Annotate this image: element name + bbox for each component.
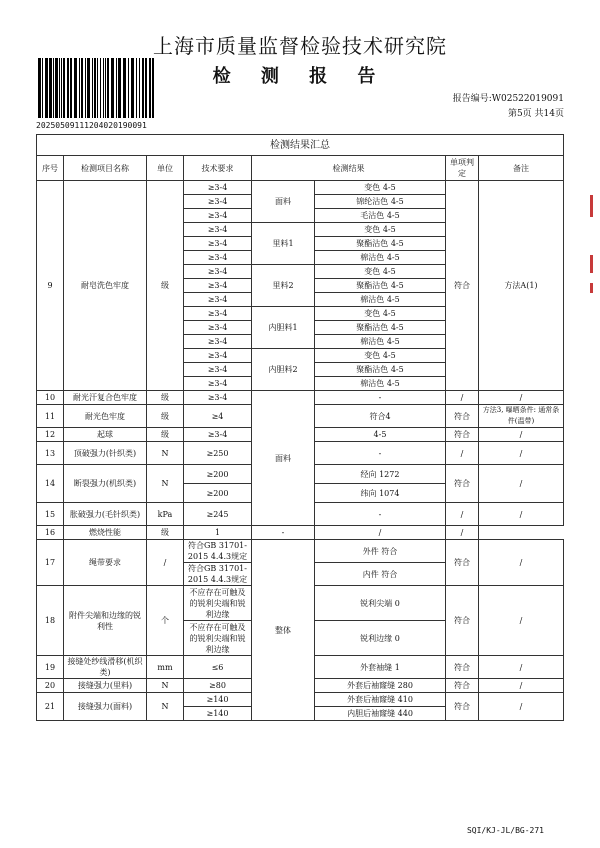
cell-judge: 符合 (446, 693, 479, 721)
cell-req: ≥3-4 (184, 237, 252, 251)
cell-result: 锐利尖端 0 (315, 586, 446, 621)
cell-result: 外件 符合 (315, 540, 446, 563)
cell-req: 不应存在可触及的锐利尖端和锐利边缘 (184, 586, 252, 621)
table-row (37, 540, 564, 563)
header-seq: 序号 (37, 156, 64, 181)
cell-item: 断裂强力(机织类) (64, 465, 147, 503)
cell-unit: N (147, 465, 184, 503)
cell-judge: 符合 (446, 181, 479, 391)
cell-result: 毛沾色 4-5 (315, 209, 446, 223)
cell-seq: 10 (37, 391, 64, 405)
cell-seq: 14 (37, 465, 64, 503)
cell-result: - (315, 503, 446, 526)
cell-result: 4-5 (315, 428, 446, 442)
cell-req: ≥3-4 (184, 335, 252, 349)
cell-result: 变色 4-5 (315, 181, 446, 195)
cell-remark: / (479, 428, 564, 442)
cell-req: 1 (184, 526, 252, 540)
cell-result: 变色 4-5 (315, 307, 446, 321)
cell-judge: 符合 (446, 656, 479, 679)
cell-req: ≥245 (184, 503, 252, 526)
cell-req: ≥3-4 (184, 349, 252, 363)
cell-result: 棉沾色 4-5 (315, 293, 446, 307)
cell-req: ≥140 (184, 707, 252, 721)
cell-unit: 级 (147, 428, 184, 442)
barcode (38, 58, 154, 118)
header-unit: 单位 (147, 156, 184, 181)
cell-result: 聚酯沾色 4-5 (315, 279, 446, 293)
cell-result: 聚酯沾色 4-5 (315, 363, 446, 377)
cell-req: ≥3-4 (184, 377, 252, 391)
cell-judge: / (446, 442, 479, 465)
cell-part: 里料1 (252, 223, 315, 265)
cell-seq: 20 (37, 679, 64, 693)
cell-judge: 符合 (446, 679, 479, 693)
cell-req: ≥3-4 (184, 209, 252, 223)
table-row (37, 391, 564, 405)
cell-seq: 15 (37, 503, 64, 526)
cell-judge: 符合 (446, 465, 479, 503)
cell-remark: / (479, 465, 564, 503)
cell-req: ≥3-4 (184, 363, 252, 377)
header-requirement: 技术要求 (184, 156, 252, 181)
cell-remark: / (479, 442, 564, 465)
cell-seq: 11 (37, 405, 64, 428)
cell-result: 外套袖缝 1 (315, 656, 446, 679)
cell-seq: 9 (37, 181, 64, 391)
cell-seq: 18 (37, 586, 64, 656)
cell-result: 棉沾色 4-5 (315, 377, 446, 391)
cell-remark: / (479, 540, 564, 586)
cell-remark: / (479, 391, 564, 405)
cell-seq: 12 (37, 428, 64, 442)
cell-judge: 符合 (446, 540, 479, 586)
cell-req: ≥250 (184, 442, 252, 465)
cell-item: 耐皂洗色牢度 (64, 181, 147, 391)
header-judgement: 单项判定 (446, 156, 479, 181)
table-row (37, 181, 564, 195)
cell-result: 外套后袖窿缝 280 (315, 679, 446, 693)
cell-remark: / (479, 693, 564, 721)
cell-result: - (315, 442, 446, 465)
cell-req: ≥3-4 (184, 293, 252, 307)
cell-unit: 级 (147, 405, 184, 428)
cell-remark: / (479, 586, 564, 656)
cell-item: 耐光汗复合色牢度 (64, 391, 147, 405)
cell-req: 符合GB 31701-2015 4.4.3规定 (184, 540, 252, 563)
cell-unit: 级 (147, 526, 184, 540)
table-header-row (37, 156, 564, 181)
cell-item: 胀破强力(毛针织类) (64, 503, 147, 526)
cell-req: ≥3-4 (184, 181, 252, 195)
header-remark: 备注 (479, 156, 564, 181)
cell-item: 接缝强力(面料) (64, 693, 147, 721)
cell-unit: kPa (147, 503, 184, 526)
cell-unit: 级 (147, 181, 184, 391)
cell-judge: / (446, 503, 479, 526)
report-title: 检 测 报 告 (212, 66, 388, 87)
cell-req: ≥3-4 (184, 307, 252, 321)
cell-remark: 方法3, 曝晒条件: 通常条件(温带) (479, 405, 564, 428)
cell-result: 聚酯沾色 4-5 (315, 237, 446, 251)
cell-req: ≤6 (184, 656, 252, 679)
cell-unit: mm (147, 656, 184, 679)
cell-part: 里料2 (252, 265, 315, 307)
cell-req: ≥200 (184, 465, 252, 484)
cell-part: 内胆料1 (252, 307, 315, 349)
cell-item: 绳带要求 (64, 540, 147, 586)
cell-unit: N (147, 679, 184, 693)
cell-remark: / (479, 679, 564, 693)
cell-result: 符合4 (315, 405, 446, 428)
footer-form-code: SQI/KJ-JL/BG-271 (466, 826, 544, 835)
cell-result: 经向 1272 (315, 465, 446, 484)
cell-remark: / (479, 503, 564, 526)
cell-judge: 符合 (446, 428, 479, 442)
page-info: 第5页 共14页 (507, 109, 564, 119)
cell-remark: / (479, 656, 564, 679)
cell-judge: 符合 (446, 586, 479, 656)
cell-req: ≥200 (184, 484, 252, 503)
cell-req: ≥3-4 (184, 321, 252, 335)
cell-result: - (315, 391, 446, 405)
cell-result: 变色 4-5 (315, 223, 446, 237)
cell-item: 接缝处纱线滑移(机织类) (64, 656, 147, 679)
cell-result: 变色 4-5 (315, 265, 446, 279)
cell-req: ≥4 (184, 405, 252, 428)
cell-req: ≥3-4 (184, 251, 252, 265)
cell-result: 外套后袖窿缝 410 (315, 693, 446, 707)
cell-req: ≥140 (184, 693, 252, 707)
cell-req: ≥80 (184, 679, 252, 693)
header-item: 检测项目名称 (64, 156, 147, 181)
cell-part-whole: 整体 (252, 540, 315, 721)
barcode-number: 20250509111204020190091 (36, 121, 147, 130)
cell-seq: 17 (37, 540, 64, 586)
institute-name: 上海市质量监督检验技术研究院 (153, 34, 447, 58)
cell-result: 锐利边缘 0 (315, 621, 446, 656)
cell-unit: N (147, 442, 184, 465)
cell-req: ≥3-4 (184, 391, 252, 405)
cell-judge: / (446, 391, 479, 405)
cell-item: 附件尖端和边缘的锐利性 (64, 586, 147, 656)
cell-result: 内胆后袖窿缝 440 (315, 707, 446, 721)
cell-judge: / (315, 526, 446, 540)
cell-item: 起球 (64, 428, 147, 442)
cell-seq: 19 (37, 656, 64, 679)
cell-req: 不应存在可触及的锐利尖端和锐利边缘 (184, 621, 252, 656)
report-number: 报告编号:W02522019091 (452, 94, 564, 104)
cell-seq: 16 (37, 526, 64, 540)
seal-stamp-edge (586, 195, 598, 295)
cell-item: 顶破强力(针织类) (64, 442, 147, 465)
cell-req: 符合GB 31701-2015 4.4.3规定 (184, 563, 252, 586)
cell-req: ≥3-4 (184, 265, 252, 279)
table-row (37, 526, 564, 540)
cell-unit: 个 (147, 586, 184, 656)
cell-result: 锦纶沾色 4-5 (315, 195, 446, 209)
cell-result: 棉沾色 4-5 (315, 251, 446, 265)
cell-unit: 级 (147, 391, 184, 405)
cell-req: ≥3-4 (184, 195, 252, 209)
cell-result: 变色 4-5 (315, 349, 446, 363)
cell-item: 接缝强力(里料) (64, 679, 147, 693)
cell-result: 内件 符合 (315, 563, 446, 586)
cell-unit: / (147, 540, 184, 586)
cell-seq: 21 (37, 693, 64, 721)
cell-result: 棉沾色 4-5 (315, 335, 446, 349)
cell-result: 聚酯沾色 4-5 (315, 321, 446, 335)
results-table (36, 134, 564, 721)
header-result: 检测结果 (252, 156, 446, 181)
cell-req: ≥3-4 (184, 428, 252, 442)
cell-part: 内胆料2 (252, 349, 315, 391)
table-caption: 检测结果汇总 (37, 135, 564, 156)
cell-req: ≥3-4 (184, 223, 252, 237)
cell-unit: N (147, 693, 184, 721)
cell-result: - (252, 526, 315, 540)
cell-req: ≥3-4 (184, 279, 252, 293)
cell-remark: 方法A(1) (479, 181, 564, 391)
cell-result: 纬向 1074 (315, 484, 446, 503)
cell-item: 燃烧性能 (64, 526, 147, 540)
cell-seq: 13 (37, 442, 64, 465)
cell-part: 面料 (252, 181, 315, 223)
cell-item: 耐光色牢度 (64, 405, 147, 428)
cell-remark: / (446, 526, 479, 540)
cell-part-fabric: 面料 (252, 391, 315, 526)
cell-judge: 符合 (446, 405, 479, 428)
